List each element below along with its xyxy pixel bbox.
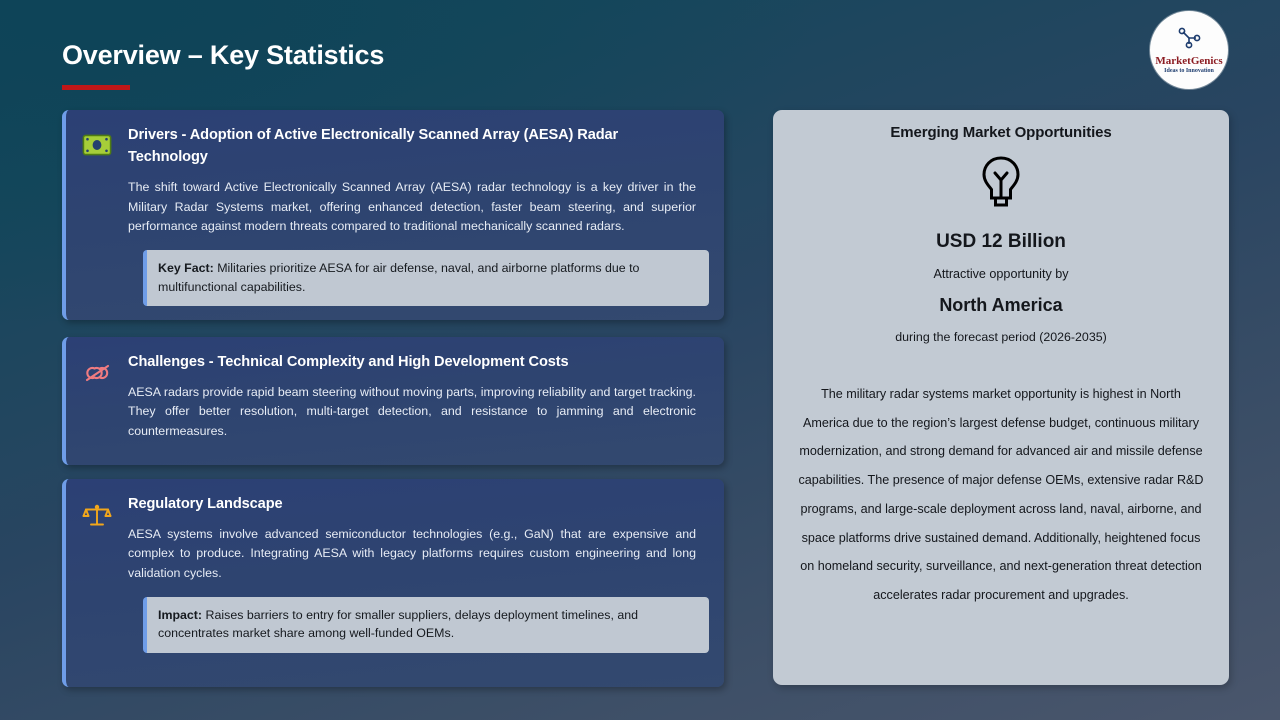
emerging-market-opportunities-panel bbox=[773, 110, 1229, 685]
card-regulatory[interactable] bbox=[62, 479, 724, 687]
key-fact-callout bbox=[143, 250, 709, 306]
callout-label: Impact: bbox=[158, 607, 203, 622]
card-title: Drivers - Adoption of Active Electronically Scanned Array (AESA) Radar Technology bbox=[128, 127, 619, 166]
callout-text: Militaries prioritize AESA for air defense, naval, and airborne platforms due to multifunctional capabilities. bbox=[158, 261, 640, 294]
card-text: AESA radars provide rapid beam steering without moving parts, improving reliability and target tracking. They offer better resolution, multi-target detection, and resistance to jamming and electronic countermeasures. bbox=[128, 385, 696, 438]
callout-label: Key Fact: bbox=[158, 261, 214, 275]
opportunity-description: The military radar systems market opportunity is highest in North America due to the region’s largest defense budget, continuous military modernization, and strong demand for advanced air and missile defense capabilities. The presence of major defense OEMs, extensive radar R&D programs, and large-scale deployment across land, naval, airborne, and space platforms drive sustained demand. Additionally, heightened focus on homeland security, surveillance, and next-generation threat detection accelerates radar procurement and upgrades. bbox=[798, 387, 1204, 602]
opportunity-region: North America bbox=[939, 295, 1063, 315]
page-title: Overview – Key Statistics bbox=[62, 40, 385, 70]
card-drivers[interactable] bbox=[62, 110, 724, 320]
card-text: The shift toward Active Electronically Scanned Array (AESA) radar technology is a key driver in the Military Radar Systems market, offering enhanced detection, faster beam steering, and superior performance against modern threats compared to traditional mechanically scanned radars. bbox=[128, 180, 696, 233]
logo-tagline: Ideas to Innovation bbox=[1164, 67, 1214, 74]
opportunity-region-caption: during the forecast period (2026-2035) bbox=[895, 330, 1107, 344]
card-title: Regulatory Landscape bbox=[128, 496, 283, 512]
title-underline-accent bbox=[62, 85, 130, 90]
balance-scales-icon bbox=[66, 493, 128, 529]
broken-link-icon bbox=[66, 351, 128, 385]
money-banknote-icon bbox=[66, 124, 128, 156]
logo-name: MarketGenics bbox=[1155, 55, 1223, 68]
card-text: AESA systems involve advanced semiconductor technologies (e.g., GaN) that are expensive and complex to produce. Integrating AESA with legacy platforms requires custom engineering and long validation cycles. bbox=[128, 527, 696, 580]
callout-text: Raises barriers to entry for smaller suppliers, delays deployment timelines, and concentrates market share among well-funded OEMs. bbox=[158, 607, 639, 641]
network-nodes-icon bbox=[1176, 27, 1202, 54]
company-logo bbox=[1150, 11, 1228, 89]
opportunity-value: USD 12 Billion bbox=[936, 231, 1066, 252]
opportunity-value-caption: Attractive opportunity by bbox=[933, 267, 1069, 281]
card-title: Challenges - Technical Complexity and High Development Costs bbox=[128, 354, 569, 370]
card-challenges[interactable] bbox=[62, 337, 724, 465]
lightbulb-icon bbox=[795, 155, 1207, 211]
panel-heading: Emerging Market Opportunities bbox=[890, 124, 1112, 141]
impact-callout bbox=[143, 597, 709, 653]
